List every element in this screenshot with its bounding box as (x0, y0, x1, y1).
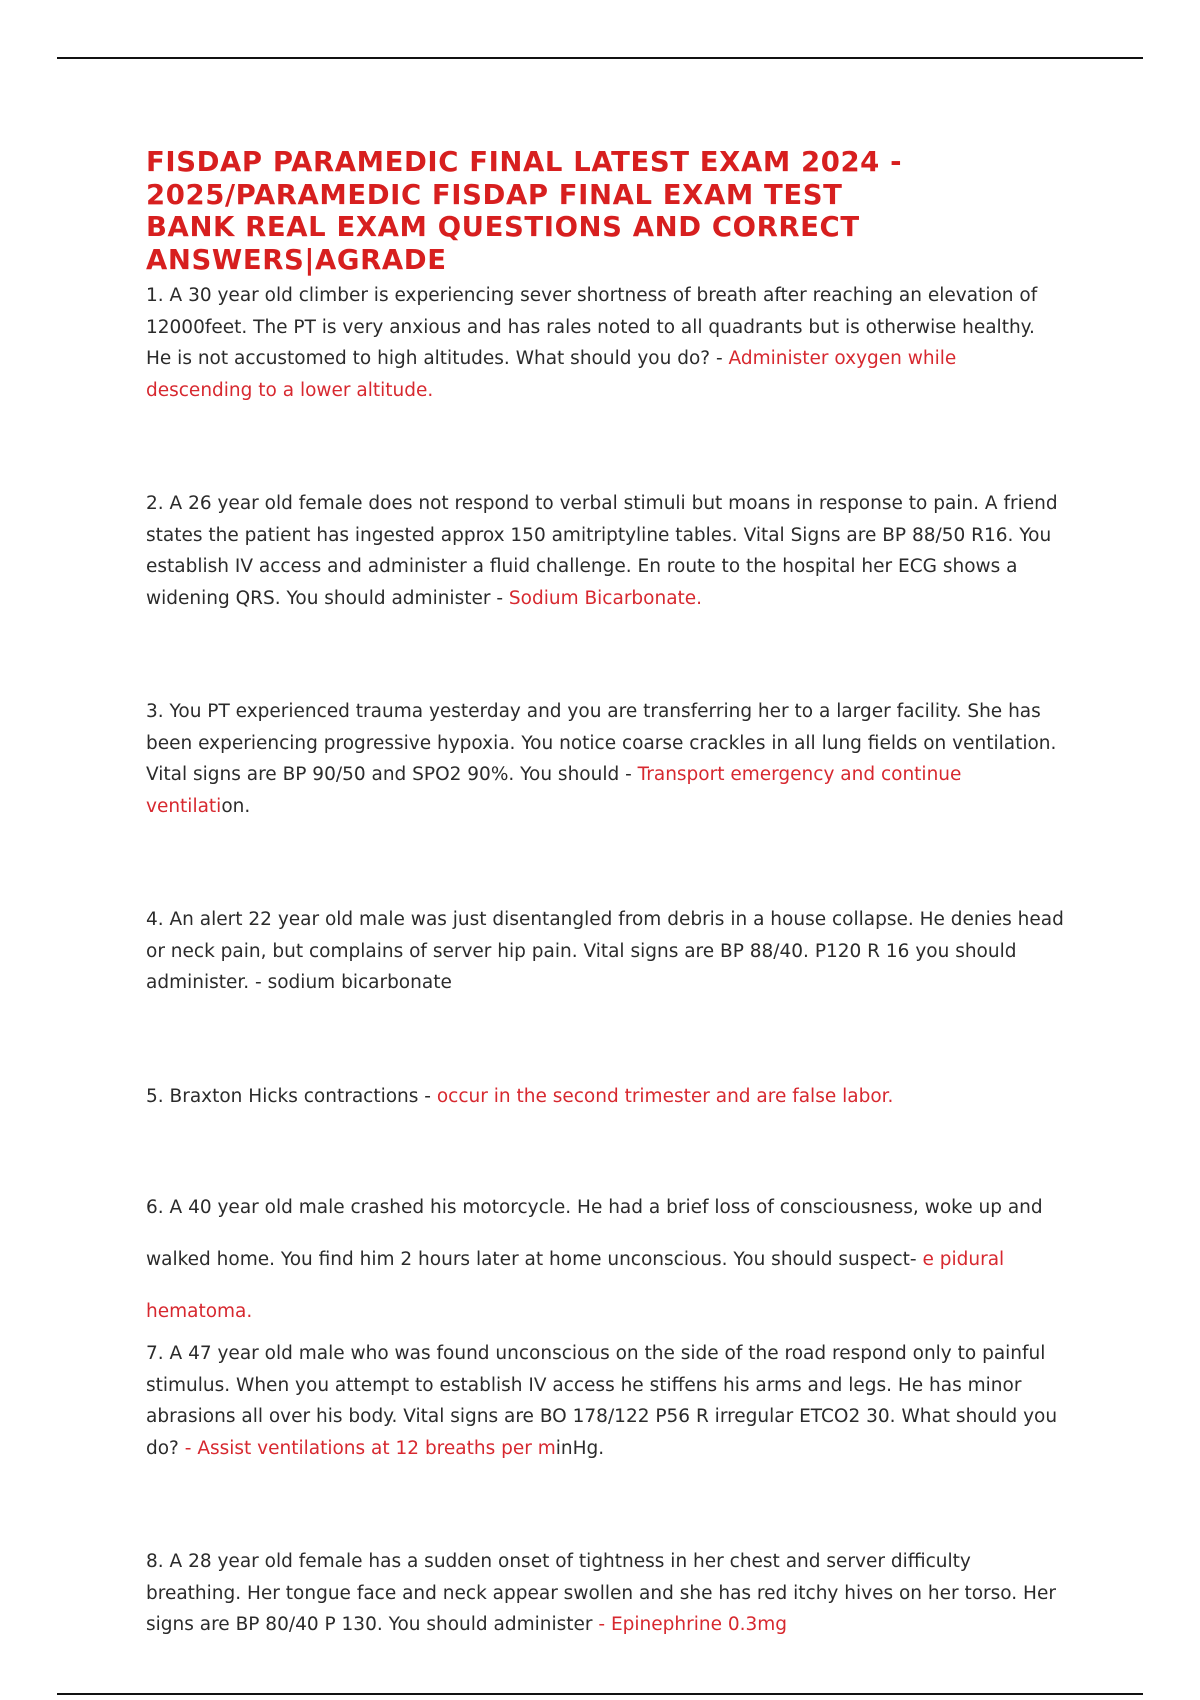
question-7-text: 7. A 47 year old male who was found unconscious on the side of the road respond only to painful stimulus. When you attempt to establish IV access he stiffens his arms and legs. He has minor abrasions all over his body. Vital signs are BO 178/122 P56 R irregular ETCO2 30. What should you do? (146, 1343, 1058, 1459)
question-5-text: 5. Braxton Hicks contractions - (146, 1085, 437, 1107)
top-rule (57, 57, 1143, 59)
answer-8: - Epinephrine 0.3mg (598, 1614, 788, 1635)
question-8 (146, 1546, 1066, 1641)
document-title: FISDAP PARAMEDIC FINAL LATEST EXAM 2024 - 2025/PARAMEDIC FISDAP FINAL EXAM TEST BANK REAL EXAM QUESTIONS AND CORRECT ANSWERS|AGRADE (146, 146, 903, 276)
answer-3: Transport emergency and continue ventilati (146, 764, 962, 817)
question-8-text: 8. A 28 year old female has a sudden onset of tightness in her chest and server difficulty breathing. Her tongue face and neck appear swollen and she has red itchy hives on her torso. Her signs are BP 80/40 P 130. You should administer (146, 1551, 1056, 1635)
question-3 (146, 696, 1066, 822)
answer-7: - Assist ventilations at 12 breaths per m (184, 1437, 556, 1459)
question-6-text: 6. A 40 year old male crashed his motorcycle. He had a brief loss of consciousness, woke up and walked home. You find him 2 hours later at home unconscious. You should suspect- (146, 1197, 1043, 1270)
question-1-text: 1. A 30 year old climber is experiencing sever shortness of breath after reaching an elevation of 12000feet. The PT is very anxious and has rales noted to all quadrants but is otherwise healthy. He is not accustomed to high altitudes. What should you do? - (146, 285, 1038, 369)
question-7-tail: inHg. (555, 1437, 605, 1459)
question-2 (146, 488, 1066, 614)
answer-1: Administer oxygen while descending to a lower altitude. (146, 348, 957, 401)
document-body (146, 146, 1066, 1641)
question-1 (146, 280, 1066, 406)
question-2-text: 2. A 26 year old female does not respond to verbal stimuli but moans in response to pain. A friend states the patient has ingested approx 150 amitriptyline tables. Vital Signs are BP 88/50 R16. You establish IV access and administer a fluid challenge. En route to the hospital her ECG shows a widening QRS. You should administer - (146, 493, 1058, 609)
question-7 (146, 1338, 1066, 1464)
bottom-rule (57, 1693, 1143, 1695)
answer-2: Sodium Bicarbonate. (508, 587, 703, 609)
answer-5: occur in the second trimester and are false labor. (436, 1085, 894, 1107)
answer-6: e pidural hematoma. (146, 1249, 1005, 1322)
question-3-text: 3. You PT experienced trauma yesterday and you are transferring her to a larger facility. She has been experiencing progressive hypoxia. You notice coarse crackles in all lung fields on ventilation. Vital signs are BP 90/50 and SPO2 90%. You should - (146, 701, 1057, 785)
question-3-tail: on. (221, 795, 251, 817)
question-5 (146, 1081, 1066, 1113)
question-6 (146, 1182, 1066, 1338)
question-4 (146, 904, 1066, 999)
question-4-text: 4. An alert 22 year old male was just disentangled from debris in a house collapse. He denies head or neck pain, but complains of server hip pain. Vital signs are BP 88/40. P120 R 16 you should administer. - sodium bicarbonate (146, 909, 1064, 993)
